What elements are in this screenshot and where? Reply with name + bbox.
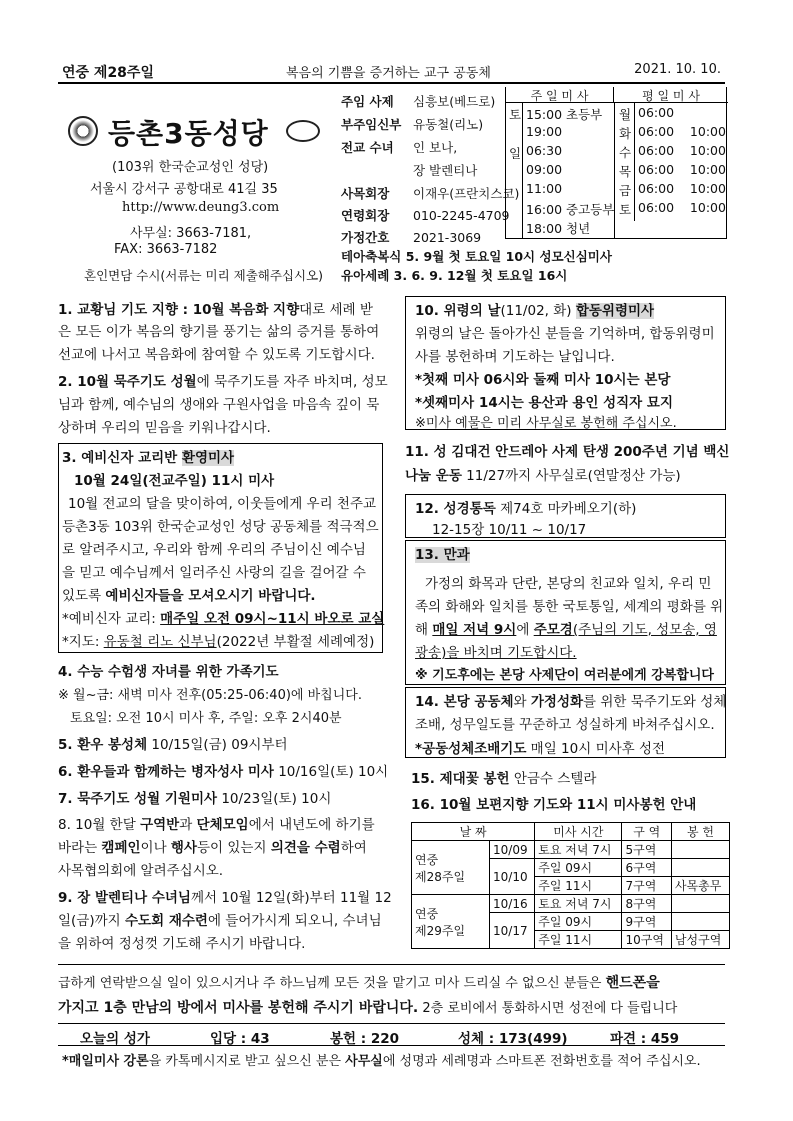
sunday-mass-time: 19:00	[526, 124, 563, 139]
notice-3-line: 을 믿고 예수님께서 일러주신 사랑의 길을 걸어갈 수	[62, 565, 366, 581]
area-cell: 6구역	[622, 859, 671, 877]
weekday-mass-time: 06:00	[638, 105, 675, 120]
table-row	[412, 895, 730, 913]
staff-name: 유동철(리노)	[413, 117, 484, 132]
offer-cell: 사목총무	[671, 877, 729, 895]
weekday-mass-time: 06:00 10:00	[638, 200, 726, 215]
weekday-label: 월	[619, 107, 632, 122]
notice-12-line: 12-15장 10/11 ~ 10/17	[432, 522, 587, 538]
weekday-mass-time: 06:00 10:00	[638, 143, 726, 158]
staff-name: 이재우(프란치스코)	[413, 186, 520, 201]
motto: 복음의 기쁨을 증거하는 교구 공동체	[286, 66, 491, 81]
staff-row	[341, 161, 477, 179]
col-area: 구 역	[622, 823, 671, 841]
mass-schedule	[505, 87, 727, 239]
notice-3-guide: *지도: 유동철 리노 신부님(2022년 부활절 세례예정)	[62, 634, 375, 650]
table-row	[412, 841, 730, 859]
staff-role: 가정간호	[341, 230, 390, 245]
staff-role: 사목회장	[341, 186, 390, 201]
notice-9-line: 일(금)까지 수도회 재수련에 들어가시게 되오니, 수녀님	[58, 913, 382, 929]
parish-emblem-icon	[68, 116, 98, 146]
weekday-label: 수	[619, 145, 632, 160]
notice-14-line: 조배, 성무일도를 꾸준하고 성실하게 바쳐주십시오.	[415, 717, 715, 733]
urgent-note-line: 가지고 1층 만남의 방에서 미사를 봉헌해 주시기 바랍니다. 2층 로비에서 통화하시면 성전에 다 들립니다	[58, 1000, 678, 1016]
staff-name: 2021-3069	[413, 230, 482, 245]
col-time: 미사 시간	[535, 823, 622, 841]
notice-10-line: 위령의 날은 돌아가신 분들을 기억하며, 합동위령미	[415, 326, 715, 342]
offering-schedule-table	[411, 822, 730, 949]
notice-14-title: 14. 본당 공동체와 가정성화를 위한 묵주기도와 성체	[415, 694, 727, 710]
notice-3-line: 10월 전교의 달을 맞이하여, 이웃들에게 우리 천주교	[68, 496, 377, 512]
office-phone: 사무실: 3663-7181,	[130, 226, 252, 241]
sunday-label: 일	[509, 146, 522, 161]
hymn-dismissal: 파견 : 459	[610, 1031, 680, 1047]
homily-note: *매일미사 강론을 카톡메시지로 받고 싶으신 분은 사무실에 성명과 세례명과 스마트폰 전화번호를 적어 주십시오.	[62, 1054, 701, 1069]
notice-3-title: 3. 예비신자 교리반 환영미사	[62, 450, 235, 466]
notice-15: 15. 제대꽃 봉헌 안금수 스텔라	[411, 771, 597, 787]
time-cell: 주일 09시	[535, 859, 622, 877]
date-cell: 10/17	[490, 913, 535, 949]
notice-1-line: 은 모든 이가 복음의 향기를 풍기는 삶의 증거를 통하여	[58, 324, 380, 340]
hymn-offering: 봉헌 : 220	[330, 1031, 400, 1047]
wedding-note: 혼인면담 수시(서류는 미리 제출해주십시오)	[84, 268, 324, 283]
parish-url[interactable]: http://www.deung3.com	[122, 200, 280, 215]
blessing-note: 테아축복식 5. 9월 첫 토요일 10시 성모신심미사	[341, 249, 612, 264]
time-cell: 주일 11시	[535, 931, 622, 949]
notice-2-title: 2. 10월 묵주기도 성월에 묵주기도를 자주 바치며, 성모	[58, 374, 388, 390]
weekday-mass-time: 06:00 10:00	[638, 162, 726, 177]
notice-4-line: ※ 월~금: 새벽 미사 전후(05:25-06:40)에 바칩니다.	[58, 688, 362, 703]
staff-row	[341, 228, 481, 246]
issue-date: 2021. 10. 10.	[634, 62, 721, 77]
hymn-entry: 입당 : 43	[210, 1031, 270, 1047]
staff-role: 부주임신부	[341, 117, 402, 132]
sunday-mass-time: 06:30	[526, 143, 563, 158]
fax-number: FAX: 3663-7182	[114, 242, 218, 257]
staff-row	[341, 92, 495, 110]
notice-16-title: 16. 10월 보편지향 기도와 11시 미사봉헌 안내	[411, 797, 697, 813]
staff-role: 주임 사제	[341, 94, 394, 109]
time-cell: 주일 11시	[535, 877, 622, 895]
area-cell: 8구역	[622, 895, 671, 913]
date-cell: 10/09	[490, 841, 535, 859]
offer-cell	[671, 841, 729, 859]
baptism-note: 유아세례 3. 6. 9. 12월 첫 토요일 16시	[341, 268, 568, 283]
sunday-mass-time: 18:00 청년	[526, 221, 591, 236]
staff-name: 010-2245-4709	[413, 208, 510, 223]
notice-12-title: 12. 성경통독 제74호 마카베오기(하)	[415, 501, 637, 517]
offer-cell	[671, 913, 729, 931]
col-offer: 봉 헌	[671, 823, 729, 841]
notice-3-line: 로 알려주시고, 우리와 함께 우리의 주님이신 예수님	[62, 542, 366, 558]
ichthys-icon	[286, 120, 320, 142]
parish-address: 서울시 강서구 공항대로 41길 35	[90, 182, 278, 197]
staff-role: 연령회장	[341, 208, 390, 223]
offer-cell	[671, 859, 729, 877]
notice-5: 5. 환우 봉성체 10/15일(금) 09시부터	[58, 737, 288, 753]
notice-1-title: 1. 교황님 기도 지향 : 10월 복음화 지향대로 세례 받	[58, 302, 373, 318]
weekday-mass-time: 06:00 10:00	[638, 181, 726, 196]
notice-4-line: 토요일: 오전 10시 미사 후, 주일: 오후 2시40분	[70, 711, 342, 726]
parish-subtitle: (103위 한국순교성인 성당)	[112, 160, 269, 175]
time-cell: 토요 저녁 7시	[535, 895, 622, 913]
notice-8-line: 8. 10월 한달 구역반과 단체모임에서 내년도에 하기를	[58, 817, 375, 833]
sunday-mass-header: 주 일 미 사	[506, 87, 614, 103]
sunday-mass-time: 15:00 초등부	[526, 107, 603, 122]
weekday-label: 목	[619, 164, 632, 179]
staff-name: 인 보나,	[413, 140, 458, 155]
notice-7: 7. 묵주기도 성월 기원미사 10/23일(토) 10시	[58, 791, 332, 807]
notice-13-line: 족의 화해와 일치를 통한 국토통일, 세계의 평화를 위	[415, 599, 724, 615]
weekday-mass-time: 06:00 10:00	[638, 124, 726, 139]
notice-2-line: 상하며 우리의 믿음을 키워나갑시다.	[58, 420, 271, 436]
staff-name: 장 발렌티나	[413, 163, 478, 178]
notice-2-line: 님과 함께, 예수님의 생애와 구원사업을 마음속 깊이 묵	[58, 397, 380, 413]
staff-row	[341, 184, 519, 202]
staff-row	[341, 115, 483, 133]
hymn-stats-bar	[58, 1023, 725, 1046]
notice-4-title: 4. 수능 수험생 자녀를 위한 가족기도	[58, 664, 279, 680]
notice-3-class: *예비신자 교리: 매주일 오전 09시~11시 바오로 교실	[62, 611, 385, 627]
notice-8-line: 사목협의회에 알려주십시오.	[58, 863, 224, 879]
weekday-label: 금	[619, 183, 632, 198]
parish-logo	[68, 112, 333, 152]
notice-13-title: 13. 만과	[415, 547, 470, 563]
weekday-label: 토	[619, 202, 632, 217]
notice-11-title: 11. 성 김대건 안드레아 사제 탄생 200주년 기념 백신	[405, 444, 730, 460]
area-cell: 10구역	[622, 931, 671, 949]
staff-row	[341, 138, 457, 156]
parish-name: 등촌3동성당	[108, 117, 269, 150]
notice-10-title: 10. 위령의 날(11/02, 화) 합동위령미사	[415, 303, 655, 319]
staff-role: 전교 수녀	[341, 140, 394, 155]
notice-13-line: 해 매일 저녁 9시에 주모경(주님의 기도, 성모송, 영	[415, 622, 717, 638]
notice-3-line: 등촌3동 103위 한국순교성인 성당 공동체를 적극적으	[62, 519, 379, 535]
notice-10-line: 사를 봉헌하며 기도하는 날입니다.	[415, 349, 615, 365]
sunday-mass-time: 11:00	[526, 181, 563, 196]
sunday-mass-time: 09:00	[526, 162, 563, 177]
saturday-label: 토	[509, 107, 522, 122]
notice-11-line: 나눔 운동 11/27까지 사무실로(연말정산 가능)	[405, 468, 681, 484]
hymn-communion: 성체 : 173(499)	[458, 1031, 568, 1047]
urgent-note-line: 급하게 연락받으실 일이 있으시거나 주 하느님께 모든 것을 맡기고 미사 드리실 수 없으신 분들은 핸드폰을	[58, 975, 660, 991]
area-cell: 9구역	[622, 913, 671, 931]
notice-8-line: 바라는 캠페인이나 행사등이 있는지 의견을 수렴하여	[58, 840, 367, 856]
offer-cell: 남성구역	[671, 931, 729, 949]
sunday-cell: 연중 제29주일	[412, 895, 490, 949]
weekday-label: 화	[619, 126, 632, 141]
hymn-label: 오늘의 성가	[80, 1031, 150, 1047]
sunday-cell: 연중 제28주일	[412, 841, 490, 895]
time-cell: 토요 저녁 7시	[535, 841, 622, 859]
notice-1-line: 선교에 나서고 복음화에 참여할 수 있도록 기도합시다.	[58, 347, 375, 363]
notice-3-line: 있도록 예비신자들을 모셔오시기 바랍니다.	[62, 588, 316, 604]
date-cell: 10/16	[490, 895, 535, 913]
week-title: 연중 제28주일	[62, 65, 154, 81]
weekday-mass-header: 평 일 미 사	[614, 87, 728, 103]
sunday-mass-time: 16:00 중고등부	[526, 202, 615, 217]
area-cell: 5구역	[622, 841, 671, 859]
time-cell: 주일 09시	[535, 913, 622, 931]
date-cell: 10/10	[490, 859, 535, 895]
staff-row	[341, 206, 510, 224]
notice-10-line: *셋째미사 14시는 용산과 용인 성직자 묘지	[415, 395, 674, 411]
header-bar	[58, 58, 725, 84]
notice-13-line: 가정의 화목과 단란, 본당의 친교와 일치, 우리 민	[425, 576, 712, 592]
notice-10-line: *첫째 미사 06시와 둘째 미사 10시는 본당	[415, 372, 671, 388]
col-date: 날 짜	[412, 823, 535, 841]
offer-cell	[671, 895, 729, 913]
notice-14-line: *공동성체조배기도 매일 10시 미사후 성전	[415, 741, 666, 757]
notice-3-date: 10월 24일(전교주일) 11시 미사	[74, 473, 275, 489]
notice-10-line: ※미사 예물은 미리 사무실로 봉헌해 주십시오.	[415, 416, 677, 431]
staff-name: 심흥보(베드로)	[413, 94, 496, 109]
notice-13-line: ※ 기도후에는 본당 사제단이 여러분에게 강복합니다	[415, 668, 714, 683]
notice-9-line: 9. 장 발렌티나 수녀님께서 10월 12일(화)부터 11월 12	[58, 890, 392, 906]
notice-6: 6. 환우들과 함께하는 병자성사 미사 10/16일(토) 10시	[58, 764, 389, 780]
notice-9-line: 을 위하여 정성껏 기도해 주시기 바랍니다.	[58, 936, 306, 952]
notice-13-line: 광송)을 바치며 기도합시다.	[415, 645, 577, 661]
area-cell: 7구역	[622, 877, 671, 895]
